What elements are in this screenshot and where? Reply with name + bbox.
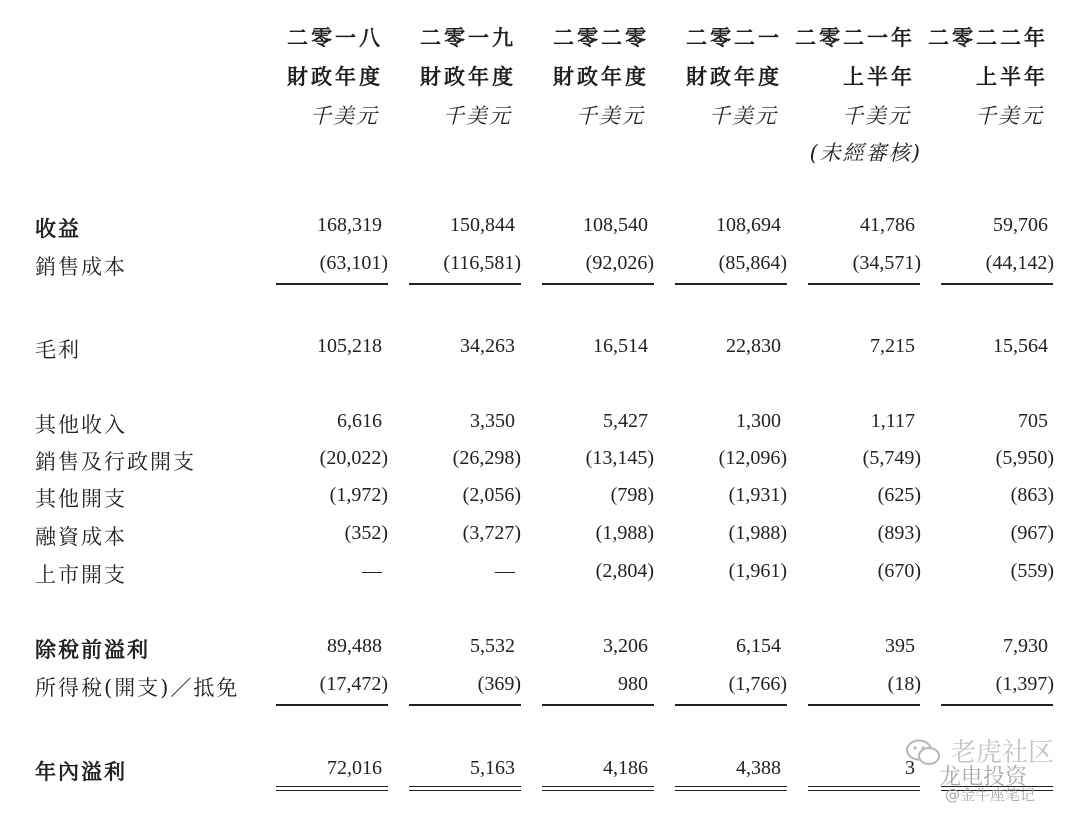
row-value-1: 72,016 <box>327 757 382 779</box>
subtotal-rule <box>808 283 920 285</box>
subtotal-rule <box>542 704 654 706</box>
subtotal-rule <box>675 283 787 285</box>
column-header-6-line1: 二零二二年 <box>928 25 1048 50</box>
row-value-1: (17,472) <box>319 673 388 695</box>
row-value-2: 5,163 <box>470 757 515 779</box>
subtotal-rule <box>542 283 654 285</box>
subtotal-rule <box>808 704 920 706</box>
row-value-3: 4,186 <box>603 757 648 779</box>
row-value-3: 108,540 <box>583 214 648 236</box>
row-value-5: (18) <box>887 673 921 695</box>
row-value-1: 6,616 <box>337 410 382 432</box>
subtotal-rule <box>409 704 521 706</box>
total-double-rule <box>276 786 388 791</box>
column-header-3-unit: 千美元 <box>576 104 645 128</box>
row-value-1: 89,488 <box>327 635 382 657</box>
row-value-5: (34,571) <box>852 252 921 274</box>
row-label: 銷售及行政開支 <box>35 450 196 474</box>
row-value-1: (63,101) <box>319 252 388 274</box>
watermark <box>905 732 1075 807</box>
row-label: 融資成本 <box>35 525 127 549</box>
row-label: 其他收入 <box>35 413 127 437</box>
column-header-6-unit: 千美元 <box>975 104 1044 128</box>
row-value-6: (1,397) <box>995 673 1054 695</box>
row-value-6: (5,950) <box>995 447 1054 469</box>
column-header-2-line2: 財政年度 <box>420 64 516 89</box>
total-double-rule <box>542 786 654 791</box>
column-header-4-line1: 二零二一 <box>686 25 782 50</box>
row-label: 毛利 <box>35 338 81 362</box>
row-value-3: (798) <box>610 484 654 506</box>
row-value-3: 16,514 <box>593 335 648 357</box>
column-header-5-line2: 上半年 <box>843 64 915 89</box>
subtotal-rule <box>409 283 521 285</box>
total-double-rule <box>409 786 521 791</box>
row-value-2: 150,844 <box>450 214 515 236</box>
row-value-5: (670) <box>877 560 921 582</box>
row-value-5: (893) <box>877 522 921 544</box>
row-label: 收益 <box>35 216 81 241</box>
row-value-2: (2,056) <box>462 484 521 506</box>
row-value-1: — <box>362 560 382 582</box>
column-header-3-line2: 財政年度 <box>553 64 649 89</box>
column-header-1-line2: 財政年度 <box>287 64 383 89</box>
row-value-3: (1,988) <box>595 522 654 544</box>
subtotal-rule <box>941 283 1053 285</box>
row-value-2: (3,727) <box>462 522 521 544</box>
column-header-1-line1: 二零一八 <box>287 25 383 50</box>
row-label: 銷售成本 <box>35 255 127 279</box>
row-value-3: 5,427 <box>603 410 648 432</box>
row-label: 除稅前溢利 <box>35 637 150 662</box>
row-value-2: 5,532 <box>470 635 515 657</box>
row-value-5: 1,117 <box>870 410 915 432</box>
row-label: 其他開支 <box>35 487 127 511</box>
row-value-6: (967) <box>1010 522 1054 544</box>
row-label: 年內溢利 <box>35 759 127 784</box>
wechat-icon <box>905 738 941 768</box>
column-header-5-unit: 千美元 <box>842 104 911 128</box>
row-value-4: (12,096) <box>718 447 787 469</box>
row-value-6: 705 <box>1018 410 1048 432</box>
subtotal-rule <box>675 704 787 706</box>
row-value-1: 105,218 <box>317 335 382 357</box>
column-header-5-line1: 二零二一年 <box>795 25 915 50</box>
row-value-5: (625) <box>877 484 921 506</box>
row-value-2: 3,350 <box>470 410 515 432</box>
row-value-3: 3,206 <box>603 635 648 657</box>
watermark-line2: 龙电投资 <box>939 765 1028 790</box>
row-value-3: (2,804) <box>595 560 654 582</box>
column-header-3-line1: 二零二零 <box>553 25 649 50</box>
row-value-3: 980 <box>618 673 648 695</box>
row-value-2: (369) <box>477 673 521 695</box>
row-value-1: 168,319 <box>317 214 382 236</box>
row-value-4: (1,766) <box>728 673 787 695</box>
row-value-4: 6,154 <box>736 635 781 657</box>
total-double-rule <box>808 786 920 791</box>
subtotal-rule <box>276 283 388 285</box>
row-label: 上市開支 <box>35 563 127 587</box>
row-value-4: 108,694 <box>716 214 781 236</box>
row-value-5: 3 <box>905 757 915 779</box>
row-value-5: 395 <box>885 635 915 657</box>
column-header-5-note: (未經審核) <box>809 141 922 165</box>
row-value-6: 7,930 <box>1003 635 1048 657</box>
watermark-line1: 老虎社区 <box>950 738 1055 768</box>
row-value-5: 41,786 <box>860 214 915 236</box>
row-value-6: 15,564 <box>993 335 1048 357</box>
row-value-5: (5,749) <box>862 447 921 469</box>
subtotal-rule <box>941 704 1053 706</box>
row-value-2: (26,298) <box>452 447 521 469</box>
row-value-1: (1,972) <box>329 484 388 506</box>
watermark-line3: @金牛座笔记 <box>945 786 1036 804</box>
row-value-5: 7,215 <box>870 335 915 357</box>
column-header-4-unit: 千美元 <box>709 104 778 128</box>
row-value-4: (85,864) <box>718 252 787 274</box>
row-value-3: (13,145) <box>585 447 654 469</box>
column-header-2-unit: 千美元 <box>443 104 512 128</box>
row-value-4: (1,988) <box>728 522 787 544</box>
row-value-2: (116,581) <box>443 252 521 274</box>
column-header-6-line2: 上半年 <box>976 64 1048 89</box>
row-value-2: 34,263 <box>460 335 515 357</box>
row-value-4: (1,961) <box>728 560 787 582</box>
row-value-6: (559) <box>1010 560 1054 582</box>
column-header-4-line2: 財政年度 <box>686 64 782 89</box>
row-value-6: (44,142) <box>985 252 1054 274</box>
row-value-4: 22,830 <box>726 335 781 357</box>
row-value-3: (92,026) <box>585 252 654 274</box>
row-value-1: (352) <box>344 522 388 544</box>
row-label: 所得稅(開支)／抵免 <box>35 676 240 700</box>
subtotal-rule <box>276 704 388 706</box>
column-header-2-line1: 二零一九 <box>420 25 516 50</box>
row-value-4: 1,300 <box>736 410 781 432</box>
row-value-6: 59,706 <box>993 214 1048 236</box>
row-value-4: (1,931) <box>728 484 787 506</box>
total-double-rule <box>675 786 787 791</box>
row-value-2: — <box>495 560 515 582</box>
row-value-1: (20,022) <box>319 447 388 469</box>
column-header-1-unit: 千美元 <box>310 104 379 128</box>
row-value-4: 4,388 <box>736 757 781 779</box>
row-value-6: (863) <box>1010 484 1054 506</box>
